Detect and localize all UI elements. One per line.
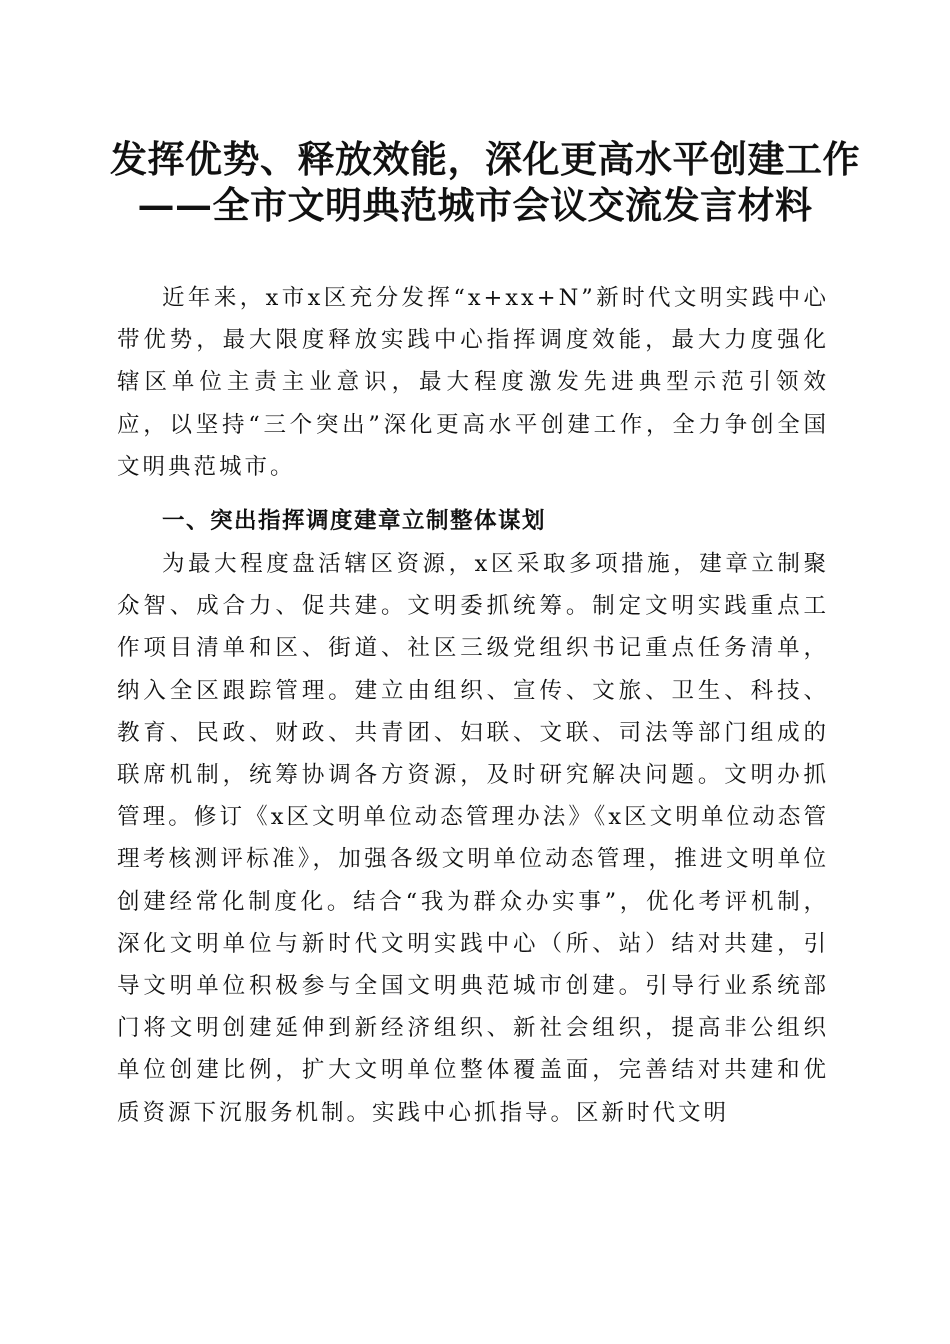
intro-paragraph: 近年来，x市x区充分发挥“x+xx+N”新时代文明实践中心带优势，最大限度释放实践中心指挥调度效能，最大力度强化辖区单位主责主业意识，最大程度激发先进典型示范引领效应，以坚持“三个突出”深化更高水平创建工作，全力争创全国文明典范城市。	[117, 285, 829, 480]
section-paragraph: 为最大程度盘活辖区资源，x区采取多项措施，建章立制聚众智、成合力、促共建。文明委抓统筹。制定文明实践重点工作项目清单和区、街道、社区三级党组织书记重点任务清单，纳入全区跟踪管理。建立由组织、宣传、文旅、卫生、科技、教育、民政、财政、共青团、妇联、文联、司法等部门组成的联席机制，统筹协调各方资源，及时研究解决问题。文明办抓管理。修订《x区文明单位动态管理办法》《x区文明单位动态管理考核测评标准》，加强各级文明单位动态管理，推进文明单位创建经常化制度化。结合“我为群众办实事”，优化考评机制，深化文明单位与新时代文明实践中心（所、站）结对共建，引导文明单位积极参与全国文明典范城市创建。引导行业系统部门将文明创建延伸到新经济组织、新社会组织，提高非公组织单位创建比例，扩大文明单位整体覆盖面，完善结对共建和优质资源下沉服务机制。实践中心抓指导。区新时代文明	[117, 551, 829, 1126]
section-heading: 一、突出指挥调度建章立制整体谋划	[162, 508, 547, 534]
document-title: 发挥优势、释放效能，深化更高水平创建工作	[110, 137, 860, 181]
document-subtitle: ——全市文明典范城市会议交流发言材料	[137, 183, 813, 227]
